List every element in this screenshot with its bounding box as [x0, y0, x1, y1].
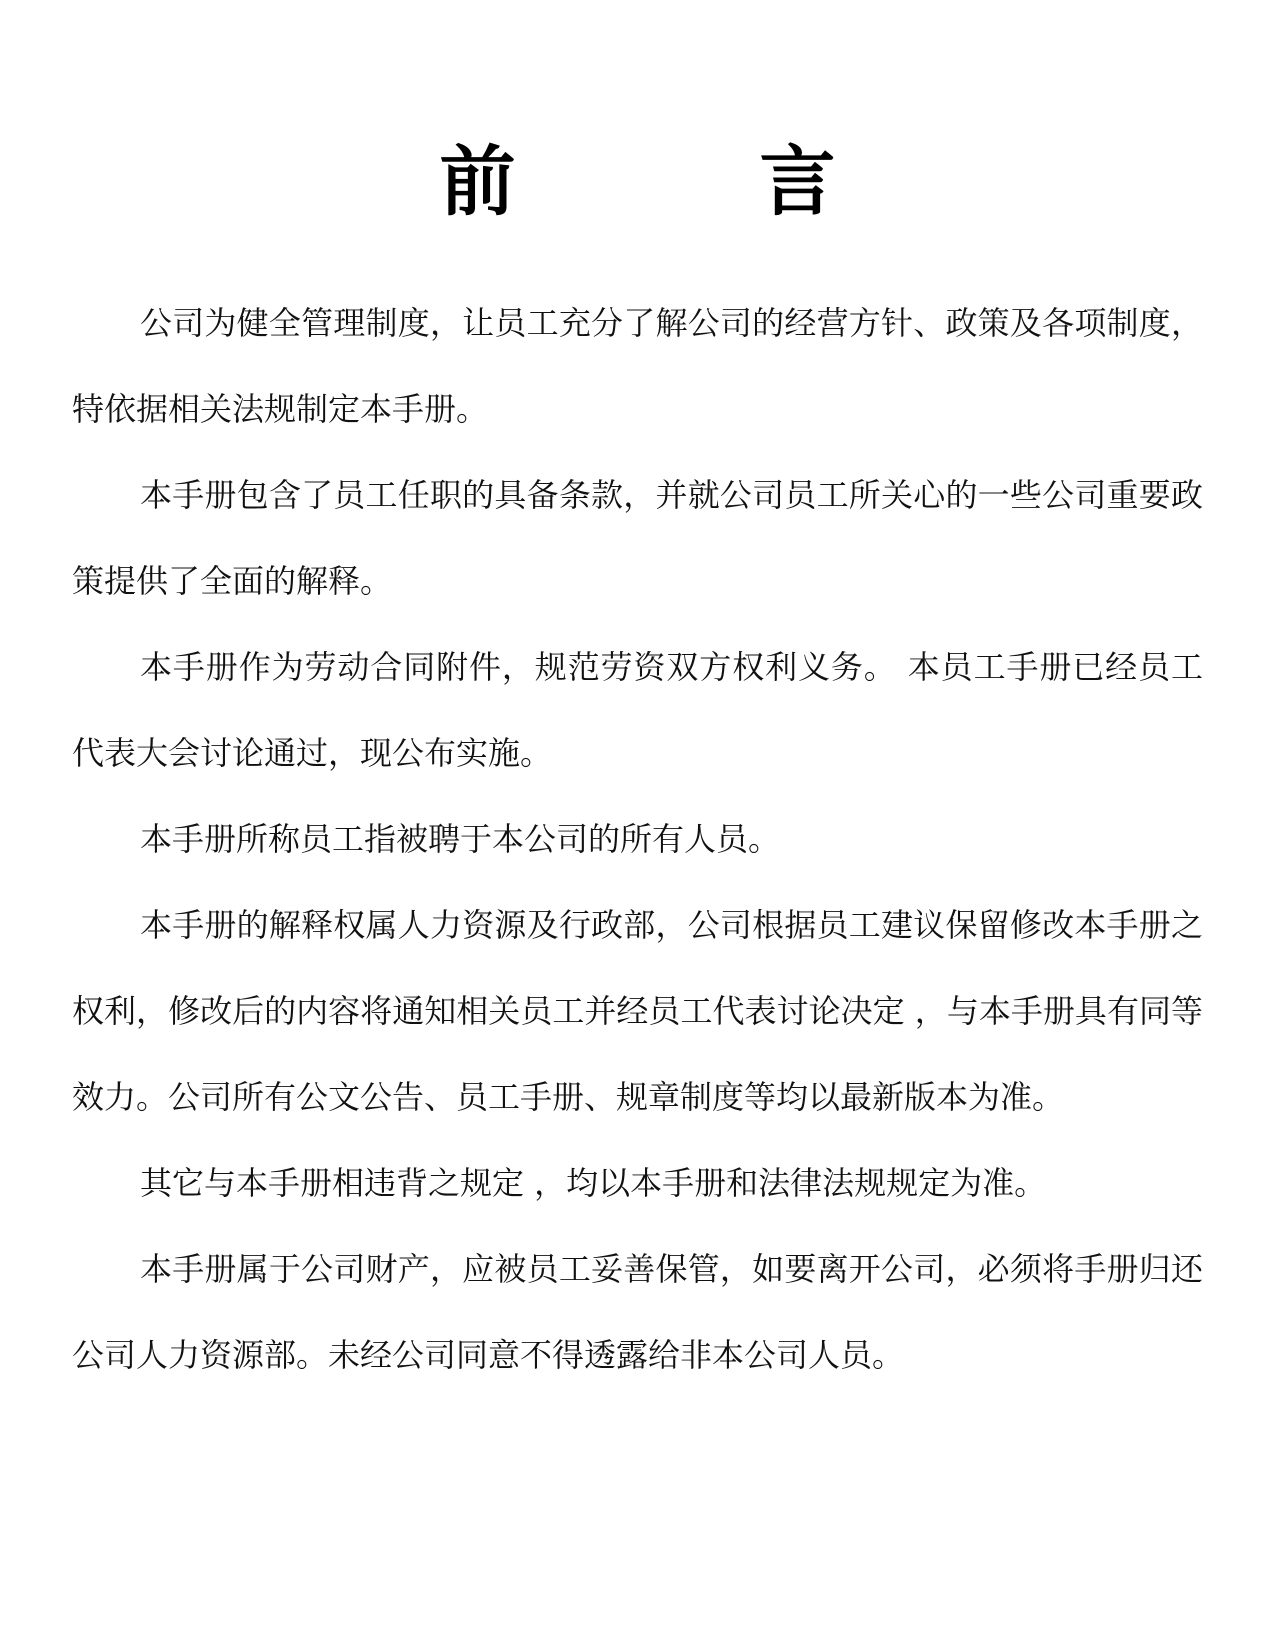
paragraph-purpose: 公司为健全管理制度，让员工充分了解公司的经营方针、政策及各项制度，特依据相关法规制定本手册。 — [72, 304, 1203, 428]
document-body — [72, 280, 1203, 1398]
paragraph-conflicting-rules: 其它与本手册相违背之规定 ，均以本手册和法律法规规定为准。 — [140, 1164, 1047, 1202]
paragraph-employee-definition: 本手册所称员工指被聘于本公司的所有人员。 — [140, 820, 781, 858]
paragraph-contents: 本手册包含了员工任职的具备条款，并就公司员工所关心的一些公司重要政策提供了全面的解释。 — [72, 476, 1203, 600]
paragraph-confidentiality: 本手册属于公司财产，应被员工妥善保管，如要离开公司，必须将手册归还公司人力资源部。未经公司同意不得透露给非本公司人员。 — [72, 1250, 1203, 1374]
page-title: 前 言 — [439, 137, 920, 226]
paragraph-interpretation: 本手册的解释权属人力资源及行政部，公司根据员工建议保留修改本手册之权利，修改后的内容将通知相关员工并经员工代表讨论决定 ，与本手册具有同等效力。公司所有公文公告、员工手册、规章制度等均以最新版本为准。 — [72, 906, 1203, 1116]
paragraph-contract-annex: 本手册作为劳动合同附件，规范劳资双方权利义务。 本员工手册已经员工代表大会讨论通过，现公布实施。 — [72, 648, 1203, 772]
